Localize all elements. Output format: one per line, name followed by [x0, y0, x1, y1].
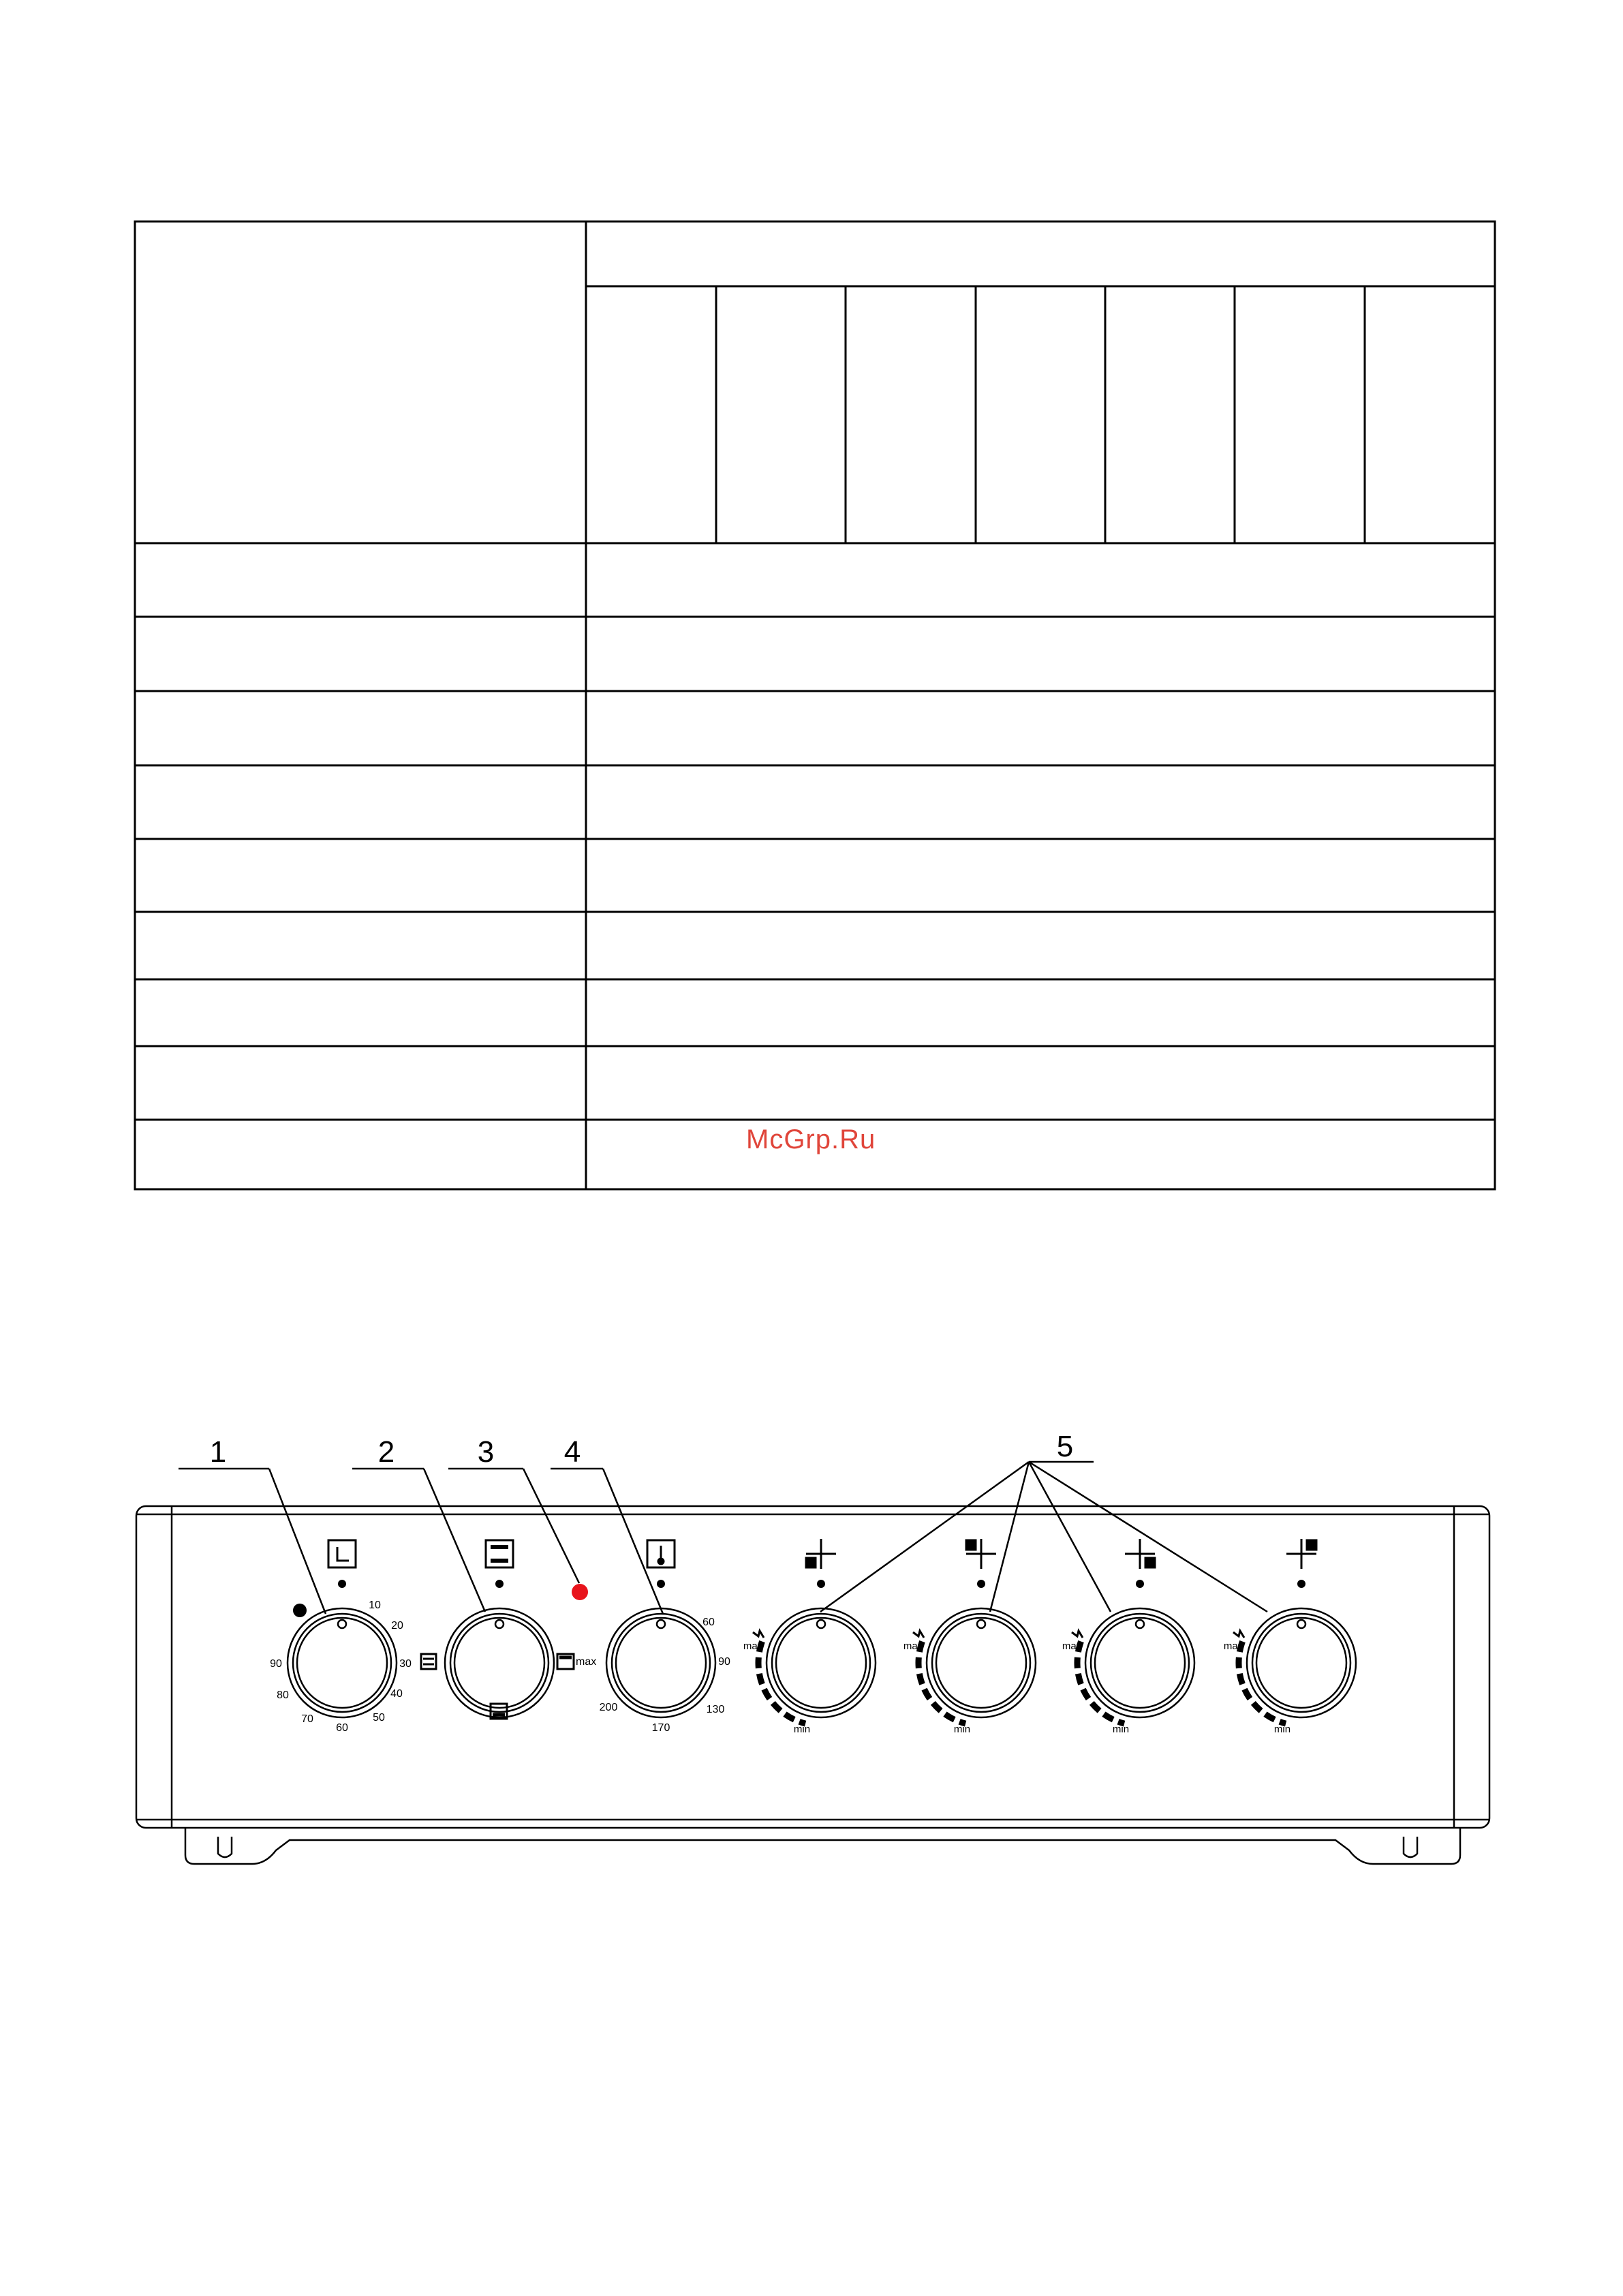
burner-knob[interactable] [1085, 1608, 1194, 1717]
oven-mode-knob[interactable] [445, 1608, 554, 1717]
burner-max-label: max [1062, 1640, 1082, 1652]
top-heater-icon [557, 1654, 574, 1669]
flame-icon [1072, 1631, 1083, 1638]
timer-symbol-icon [328, 1540, 356, 1567]
burner-dot [977, 1580, 985, 1588]
thermostat-dot [657, 1580, 665, 1588]
power-arc [758, 1642, 805, 1724]
timer-scale-label: 50 [373, 1712, 385, 1724]
burner-max-label: max [903, 1640, 923, 1652]
indicator-lamp [572, 1584, 588, 1600]
timer-scale-label: 60 [336, 1722, 348, 1734]
timer-scale-label: 30 [399, 1658, 412, 1670]
thermostat-knob[interactable] [606, 1608, 715, 1717]
mode-dot [495, 1580, 504, 1588]
timer-scale-label: 20 [391, 1620, 403, 1632]
burner-min-label: min [1112, 1724, 1130, 1735]
thermostat-symbol-icon [647, 1540, 675, 1567]
burner-rear-right-icon [1286, 1539, 1316, 1569]
burner-dot [817, 1580, 825, 1588]
timer-scale-label: 80 [277, 1689, 289, 1701]
both-heaters-icon [421, 1654, 436, 1669]
burner-min-label: min [953, 1724, 971, 1735]
mode-max-label: max [576, 1656, 597, 1668]
oven-mode-symbol-icon [486, 1540, 513, 1567]
burner-dot [1297, 1580, 1305, 1588]
callout-1: 1 [209, 1435, 227, 1469]
flame-icon [753, 1631, 764, 1638]
callout-5: 5 [1056, 1430, 1074, 1463]
timer-dot [338, 1580, 346, 1588]
burner-min-label: min [793, 1724, 811, 1735]
power-arc [1077, 1642, 1124, 1724]
burner-front-left-icon [806, 1539, 836, 1569]
watermark: McGrp.Ru [746, 1124, 876, 1154]
power-arc [1239, 1642, 1286, 1724]
burner-dot [1136, 1580, 1144, 1588]
burner-knob[interactable] [767, 1608, 876, 1717]
burner-rear-left-icon [966, 1539, 996, 1569]
timer-knob[interactable] [288, 1608, 397, 1717]
temperature-scale-label: 60 [702, 1617, 715, 1628]
burner-max-label: max [743, 1640, 763, 1652]
burner-front-right-icon [1125, 1539, 1155, 1569]
timer-hand-icon [293, 1604, 307, 1617]
callout-3: 3 [477, 1435, 495, 1469]
flame-icon [913, 1631, 924, 1638]
timer-scale-label: 10 [369, 1599, 381, 1611]
burner-knob[interactable] [1247, 1608, 1356, 1717]
timer-scale-label: 40 [390, 1688, 403, 1700]
burner-max-label: max [1223, 1640, 1243, 1652]
timer-scale-label: 90 [270, 1658, 282, 1670]
temperature-scale-label: 130 [706, 1704, 725, 1715]
power-arc [918, 1642, 965, 1724]
flame-icon [1233, 1631, 1244, 1638]
callout-4: 4 [563, 1435, 581, 1469]
temperature-scale-label: 170 [651, 1722, 670, 1734]
burner-min-label: min [1273, 1724, 1291, 1735]
callout-2: 2 [377, 1435, 395, 1469]
callout-leaders [179, 1462, 1267, 1614]
temperature-scale-label: 200 [599, 1702, 618, 1713]
temperature-scale-label: 90 [718, 1656, 730, 1668]
burner-knob[interactable] [927, 1608, 1036, 1717]
timer-scale-label: 70 [301, 1713, 313, 1725]
